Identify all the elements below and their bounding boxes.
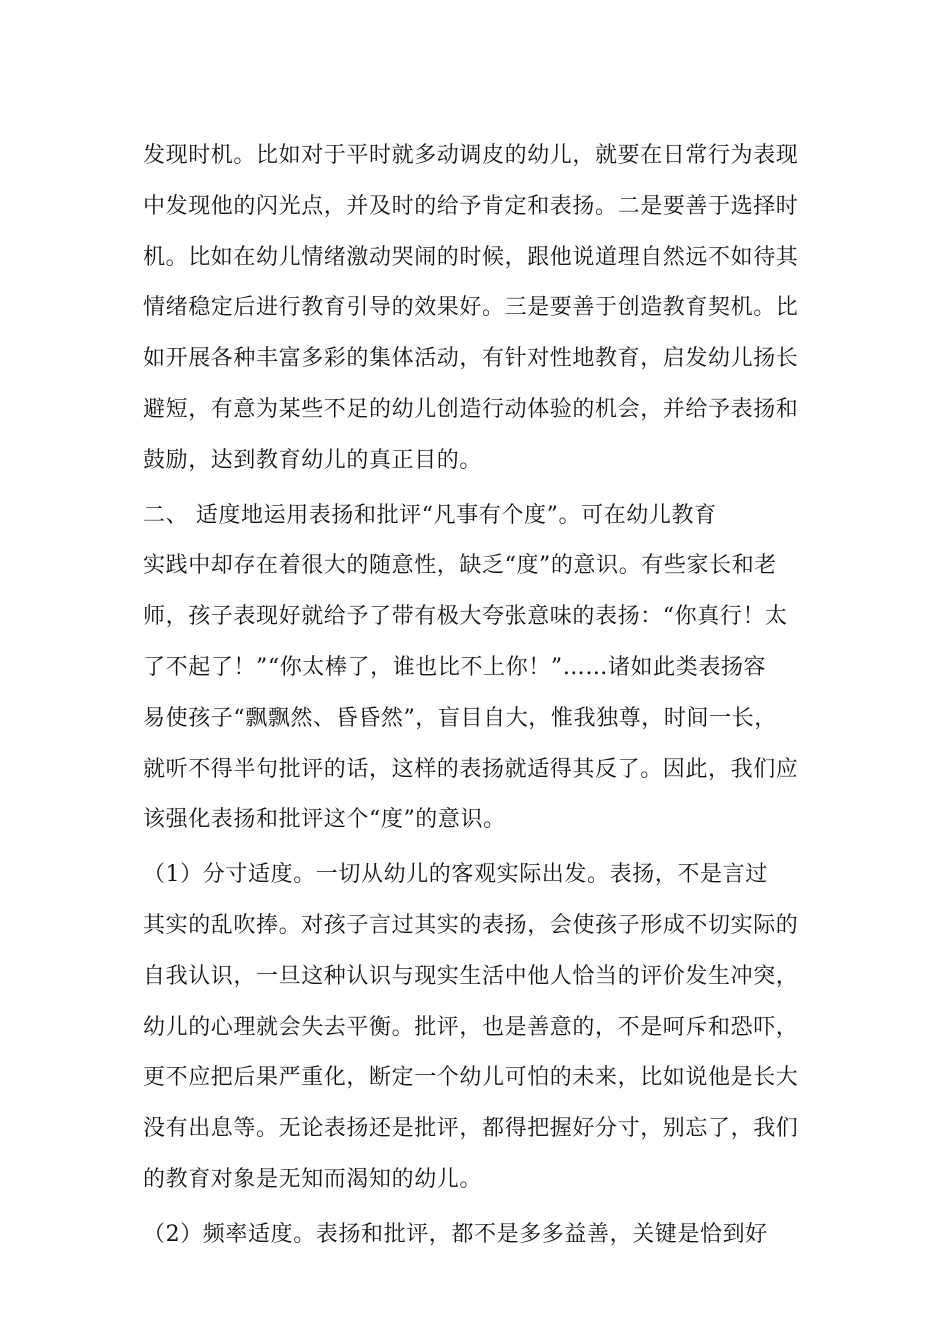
text-line: 机。比如在幼儿情绪激动哭闹的时候，跟他说道理自然远不如待其 [143,244,799,270]
text-line: 易使孩子“飘飘然、昏昏然”，盲目自大，惟我独尊，时间一长， [143,705,777,731]
text-line: 的教育对象是无知而渴知的幼儿。 [143,1166,483,1192]
text-line: 如开展各种丰富多彩的集体活动，有针对性地教育，启发幼儿扬长 [143,346,799,372]
text-line: 中发现他的闪光点，并及时的给予肯定和表扬。二是要善于选择时 [143,193,799,219]
text-line: 了不起了！”“你太棒了，谁也比不上你！”……诸如此类表扬容 [143,654,767,680]
text-line: 情绪稳定后进行教育引导的效果好。三是要善于创造教育契机。比 [143,295,799,321]
section-heading-line: 二、 适度地运用表扬和批评“凡事有个度”。可在幼儿教育 [143,502,717,528]
text-line: 鼓励，达到教育幼儿的真正目的。 [143,447,483,473]
paragraph-section-two [143,491,813,847]
point-heading-line: （2）频率适度。表扬和批评，都不是多多益善，关键是恰到好 [143,1221,768,1247]
point-heading-line: （1）分寸适度。一切从幼儿的客观实际出发。表扬，不是言过 [143,862,768,888]
text-line: 该强化表扬和批评这个“度”的意识。 [143,807,506,833]
text-line: 更不应把后果严重化，断定一个幼儿可怕的未来，比如说他是长大 [143,1065,799,1091]
text-line: 避短，有意为某些不足的幼儿创造行动体验的机会，并给予表扬和 [143,396,799,422]
paragraph-point-one [143,850,813,1206]
text-line: 没有出息等。无论表扬还是批评，都得把握好分寸，别忘了，我们 [143,1116,799,1142]
text-line: 师，孩子表现好就给予了带有极大夸张意味的表扬：“你真行！太 [143,604,788,630]
text-line: 幼儿的心理就会失去平衡。批评，也是善意的，不是呵斥和恐吓， [143,1014,799,1040]
text-line: 实践中却存在着很大的随意性，缺乏“度”的意识。有些家长和老 [143,553,777,579]
text-line: 就听不得半句批评的话，这样的表扬就适得其反了。因此，我们应 [143,756,799,782]
text-line: 其实的乱吹捧。对孩子言过其实的表扬，会使孩子形成不切实际的 [143,912,799,938]
document-body [143,131,813,1261]
paragraph-point-two [143,1210,813,1261]
paragraph-timing [143,131,813,487]
text-line: 发现时机。比如对于平时就多动调皮的幼儿，就要在日常行为表现 [143,143,799,168]
text-line: 自我认识，一旦这种认识与现实生活中他人恰当的评价发生冲突， [143,963,799,989]
